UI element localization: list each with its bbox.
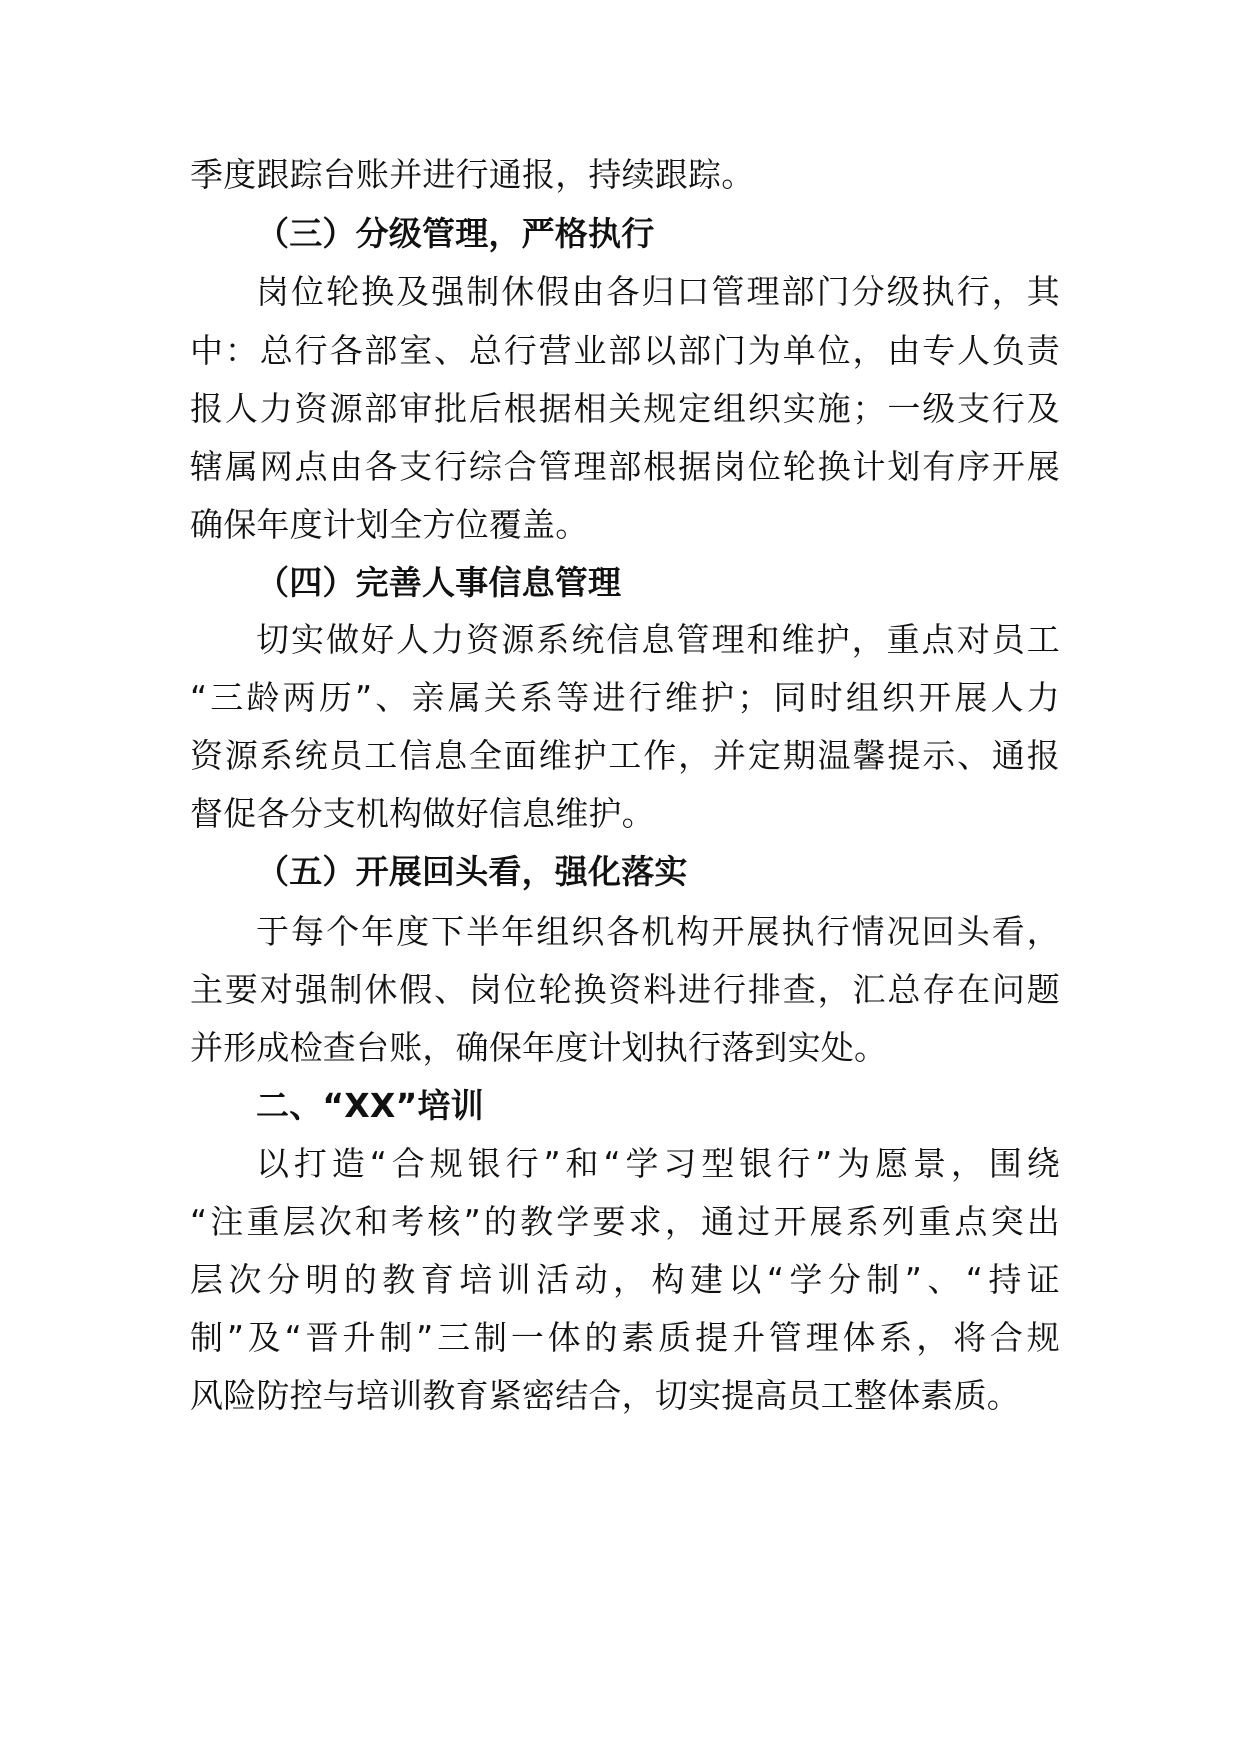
body-text-line: 以打造“合规银行”和“学习型银行”为愿景，围绕 bbox=[256, 1144, 1060, 1183]
body-text-line: 确保年度计划全方位覆盖。 bbox=[190, 505, 589, 544]
body-text-line: “注重层次和考核”的教学要求，通过开展系列重点突出 bbox=[190, 1202, 1060, 1241]
body-text-line: 中：总行各部室、总行营业部以部门为单位，由专人负责 bbox=[190, 331, 1060, 370]
body-text-line: 风险防控与培训教育紧密结合，切实提高员工整体素质。 bbox=[190, 1376, 1020, 1415]
body-text-line: 并形成检查台账，确保年度计划执行落到实处。 bbox=[190, 1028, 888, 1067]
body-text-line: 报人力资源部审批后根据相关规定组织实施；一级支行及 bbox=[190, 389, 1060, 428]
body-text-line: 资源系统员工信息全面维护工作，并定期温馨提示、通报 bbox=[190, 736, 1060, 775]
chapter-heading-2: 二、“XX”培训 bbox=[256, 1086, 484, 1125]
body-text-line: 制”及“晋升制”三制一体的素质提升管理体系，将合规 bbox=[190, 1318, 1060, 1357]
body-text-line: 季度跟踪台账并进行通报，持续跟踪。 bbox=[190, 155, 755, 194]
section-heading-4: （四）完善人事信息管理 bbox=[256, 563, 622, 602]
section-heading-3: （三）分级管理，严格执行 bbox=[256, 214, 655, 253]
body-text-line: 主要对强制休假、岗位轮换资料进行排查，汇总存在问题 bbox=[190, 970, 1060, 1009]
body-text-line: 岗位轮换及强制休假由各归口管理部门分级执行，其 bbox=[256, 272, 1060, 311]
body-text-line: 于每个年度下半年组织各机构开展执行情况回头看， bbox=[256, 912, 1060, 951]
body-text-line: 切实做好人力资源系统信息管理和维护，重点对员工 bbox=[256, 620, 1060, 659]
body-text-line: 辖属网点由各支行综合管理部根据岗位轮换计划有序开展 bbox=[190, 447, 1060, 486]
section-heading-5: （五）开展回头看，强化落实 bbox=[256, 852, 688, 891]
body-text-line: 督促各分支机构做好信息维护。 bbox=[190, 794, 655, 833]
body-text-line: 层次分明的教育培训活动，构建以“学分制”、“持证 bbox=[190, 1260, 1060, 1299]
body-text-line: “三龄两历”、亲属关系等进行维护；同时组织开展人力 bbox=[190, 678, 1060, 717]
